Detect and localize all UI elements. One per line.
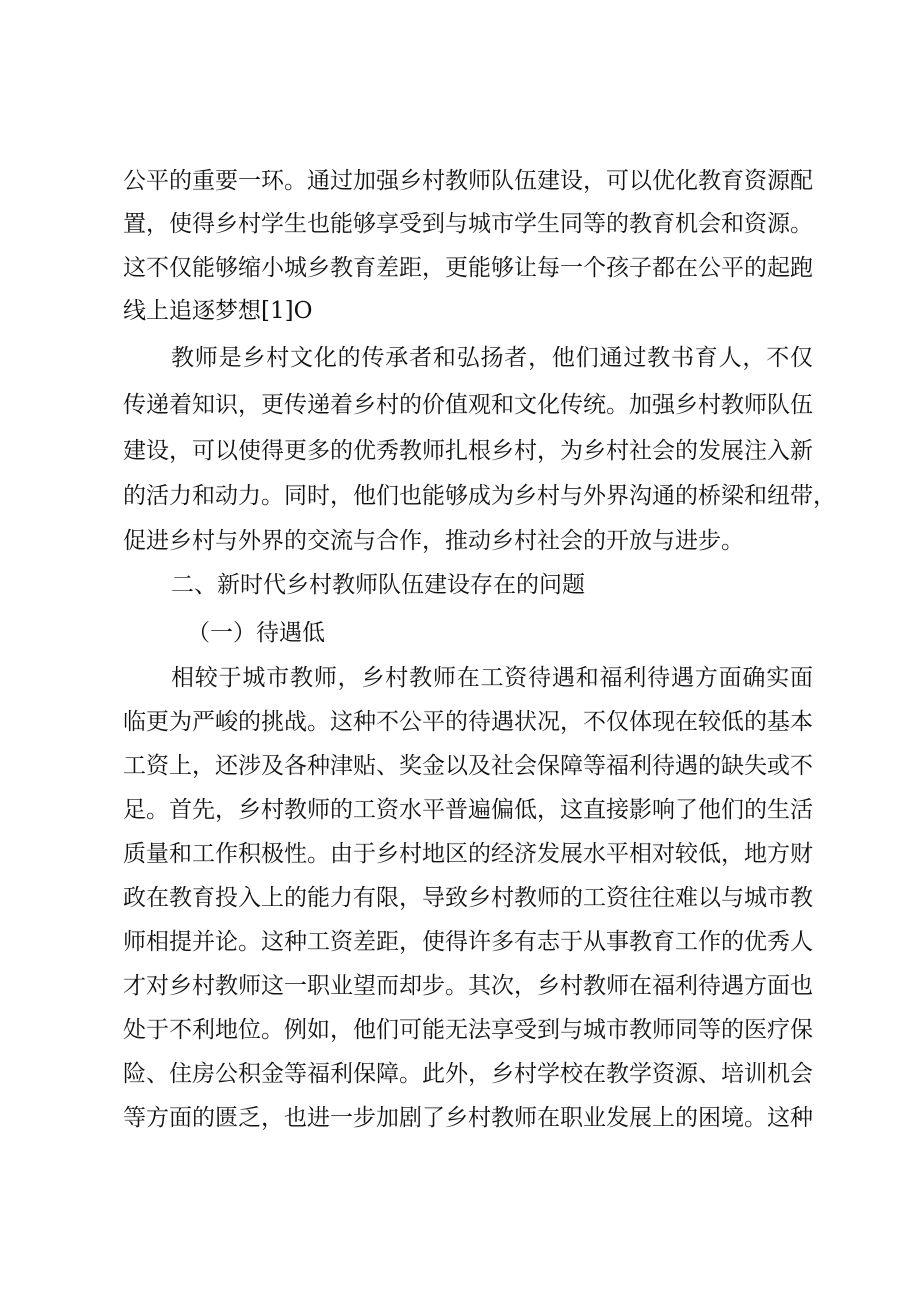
section-heading: 二、新时代乡村教师队伍建设存在的问题 bbox=[171, 572, 585, 598]
text-line: 工资上，还涉及各种津贴、奖金以及社会保障等福利待遇的缺失或不 bbox=[123, 753, 813, 779]
text-line: 处于不利地位。例如，他们可能无法享受到与城市教师同等的医疗保 bbox=[123, 1017, 813, 1043]
text-line: 临更为严峻的挑战。这种不公平的待遇状况，不仅体现在较低的基本 bbox=[123, 709, 813, 735]
text-line: 才对乡村教师这一职业望而却步。其次，乡村教师在福利待遇方面也 bbox=[123, 973, 813, 999]
text-line: 质量和工作积极性。由于乡村地区的经济发展水平相对较低，地方财 bbox=[123, 841, 813, 867]
text-line: 的活力和动力。同时，他们也能够成为乡村与外界沟通的桥梁和纽带， bbox=[123, 483, 836, 509]
text-line: 传递着知识，更传递着乡村的价值观和文化传统。加强乡村教师队伍 bbox=[123, 392, 813, 418]
text-line: 置，使得乡村学生也能够享受到与城市学生同等的教育机会和资源。 bbox=[123, 211, 813, 237]
text-line: 促进乡村与外界的交流与合作，推动乡村社会的开放与进步。 bbox=[123, 528, 744, 554]
text-line: 师相提并论。这种工资差距，使得许多有志于从事教育工作的优秀人 bbox=[123, 929, 813, 955]
text-line: 教师是乡村文化的传承者和弘扬者，他们通过教书育人，不仅 bbox=[171, 345, 813, 371]
text-line: 线上追逐梦想[1]O bbox=[123, 298, 313, 324]
text-line: 建设，可以使得更多的优秀教师扎根乡村，为乡村社会的发展注入新 bbox=[123, 438, 813, 464]
text-line: 足。首先，乡村教师的工资水平普遍偏低，这直接影响了他们的生活 bbox=[123, 797, 813, 823]
text-line: 这不仅能够缩小城乡教育差距，更能够让每一个孩子都在公平的起跑 bbox=[123, 255, 813, 281]
text-line: 公平的重要一环。通过加强乡村教师队伍建设，可以优化教育资源配 bbox=[123, 168, 813, 194]
subsection-heading: （一）待遇低 bbox=[187, 620, 325, 646]
text-line: 等方面的匮乏，也进一步加剧了乡村教师在职业发展上的困境。这种 bbox=[123, 1105, 813, 1131]
text-line: 相较于城市教师，乡村教师在工资待遇和福利待遇方面确实面 bbox=[171, 665, 813, 691]
text-line: 险、住房公积金等福利保障。此外，乡村学校在教学资源、培训机会 bbox=[123, 1061, 813, 1087]
text-line: 政在教育投入上的能力有限，导致乡村教师的工资往往难以与城市教 bbox=[123, 885, 813, 911]
